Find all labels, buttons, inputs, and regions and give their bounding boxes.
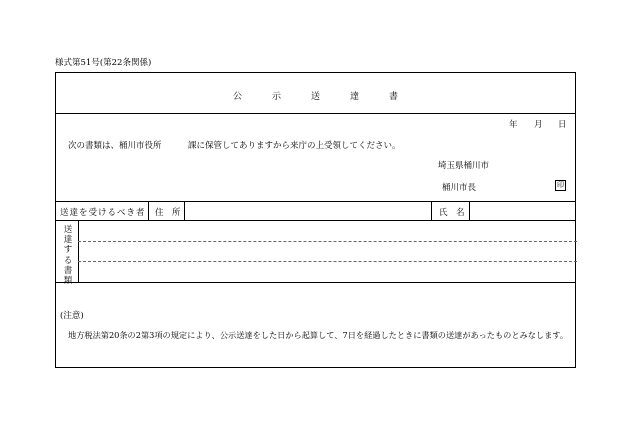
form-title: 公示送達書: [232, 92, 428, 102]
note-text: 地方税法第20条の2第3項の規定により、公示送達をした日から起算して、7日を経過したときに書類の送達があったものとみなします。: [68, 330, 569, 340]
recipient-row-top: [56, 201, 575, 202]
seal-mark: 印: [557, 181, 564, 189]
divider: [431, 201, 432, 220]
char: 達: [63, 235, 73, 246]
notice-form: [55, 72, 576, 368]
divider: [184, 201, 185, 220]
char: 書: [63, 265, 73, 276]
char: る: [63, 255, 73, 266]
divider: [469, 201, 470, 220]
name-label: 氏 名: [439, 208, 465, 218]
address-label: 住 所: [155, 208, 181, 218]
recipient-row-bottom: [56, 220, 575, 221]
documents-line-1: [78, 241, 577, 242]
body-text-office: 次の書類は、桶川市役所: [68, 141, 162, 151]
char: 送: [63, 225, 73, 235]
date-year-label: 年: [509, 120, 518, 130]
char: 類: [63, 276, 73, 287]
divider: [148, 201, 149, 220]
date-month-label: 月: [534, 120, 543, 130]
body-text-instruction: 課に保管してありますから来庁の上受領してください。: [188, 141, 401, 151]
documents-bottom: [56, 282, 575, 283]
documents-line-2: [78, 261, 577, 262]
title-divider: [56, 113, 575, 114]
note-heading: (注意): [60, 311, 84, 321]
issuer-city: 埼玉県桶川市: [438, 161, 490, 171]
issuer-mayor: 桶川市長: [442, 183, 477, 193]
char: す: [63, 245, 73, 256]
date-day-label: 日: [558, 120, 567, 130]
form-number-label: 様式第51号(第22条関係): [55, 58, 152, 68]
documents-label: [62, 225, 74, 286]
recipient-label: 送達を受けるべき者: [60, 208, 146, 218]
divider: [78, 220, 79, 282]
